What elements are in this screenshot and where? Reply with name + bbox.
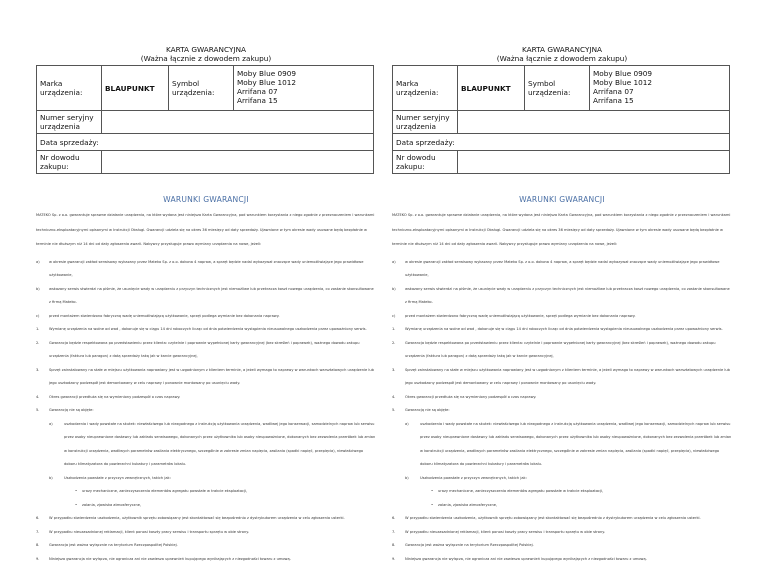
terms-item [392, 391, 732, 405]
terms-text: Niniejsza gwarancja nie wyłącza, nie ogranicza ani nie zawiesza uprawnień kupującego wynikających z niezgodności towaru z umową. [49, 557, 291, 561]
terms-item [392, 337, 732, 364]
condition-marker: c) [36, 310, 39, 324]
condition-marker: a) [392, 256, 396, 270]
terms-item [36, 526, 376, 540]
terms-text: Okres gwarancji przedłuża się na wymieniony podzespół o czas naprawy. [49, 395, 180, 399]
terms-text: Okres gwarancji przedłuża się na wymieniony podzespół o czas naprawy. [405, 395, 536, 399]
serial-label: Numer seryjny urządzenia [393, 111, 458, 134]
bullet-dot-icon: • [431, 485, 433, 499]
terms-text: Gwarancją nie są objęte: [405, 408, 450, 412]
serial-field[interactable] [102, 111, 374, 134]
terms-number: 2. [36, 337, 39, 351]
condition-marker: b) [36, 283, 40, 297]
terms-number: 5. [36, 404, 39, 418]
terms-item [36, 553, 376, 566]
exclusion-text: Uszkodzenia powstałe z przyczyn zewnętrznych, takich jak: [64, 476, 171, 480]
bullet-item [36, 499, 376, 513]
exclusion-item [392, 472, 732, 486]
exclusion-marker: a) [405, 418, 409, 432]
terms-text: Niniejsza gwarancja nie wyłącza, nie ogranicza ani nie zawiesza uprawnień kupującego wynikających z niezgodności towaru z umową. [405, 557, 647, 561]
condition-marker: b) [392, 283, 396, 297]
card-title-line1: KARTA GWARANCYJNA [392, 45, 732, 54]
terms-number: 7. [36, 526, 39, 540]
terms-number: 7. [392, 526, 395, 540]
bullet-item [392, 485, 732, 499]
warranty-form-table [392, 65, 730, 174]
receipt-label: Nr dowodu zakupu: [37, 151, 102, 174]
brand-label: Marka urządzenia: [37, 66, 102, 111]
terms-number: 4. [392, 391, 395, 405]
condition-text: w okresie gwarancji zakład serwisowy wykazany przez Mateko Sp. z o.o. dokona 4 napraw, a sprzęt będzie nadal wykazywał znaczące wady uniemożliwiające jego prawidłowe użytkowanie, [405, 260, 719, 278]
terms-text: Wymianę urządzenia na wolne od wad , dokonuje się w ciągu 14 dni roboczych licząc od dnia potwierdzenia wystąpienia nieusuwalnego uszkodzenia przez upoważniony serwis. [49, 327, 367, 331]
warranty-intro: MATEKO Sp. z o.o. gwarantuje sprawne działanie urządzenia, na które wydana jest niniejsza Karta Gwarancyjna, pod warunkiem korzystania z niego zgodnie z przeznaczeniem i warunkami techniczno-eksploatacyjnymi opisanymi w Instrukcji Obsługi. Gwarancji udziela się na okres 36 miesięcy od daty sprzedaży. Ujawnione w tym okresie wady usuwane będą bezpłatnie w terminie nie dłuższym niż 14 dni od daty zgłoszenia awarii. Nabywcy przysługuje prawo wymiany urządzenia na nowe, jeżeli: [36, 208, 376, 252]
condition-text: wskazany serwis stwierdzi na piśmie, że usunięcie wady w urządzeniu z przyczyn technicznych jest niemożliwe lub przekracza koszt nowego urządzenia, co zostanie skonsultowane z firmą Mateko. [49, 287, 374, 305]
sale-date-label: Data sprzedaży: [393, 134, 730, 151]
bullet-dot-icon: • [75, 499, 77, 513]
bullet-text: zalania, zjawiska atmosferyczne, [82, 503, 141, 507]
condition-text: przed montażem stwierdzono fabryczną wadę uniemożliwiającą użytkowanie, sprzęt podlega wymianie bez dokonania naprawy. [405, 314, 636, 318]
terms-text: Gwarancją nie są objęte: [49, 408, 94, 412]
condition-text: przed montażem stwierdzono fabryczną wadę uniemożliwiającą użytkowanie, sprzęt podlega wymianie bez dokonania naprawy. [49, 314, 280, 318]
terms-item [36, 391, 376, 405]
warranty-card-right [392, 0, 732, 566]
warranty-form-table [36, 65, 374, 174]
terms-item [392, 539, 732, 553]
terms-number: 9. [36, 553, 39, 566]
exclusion-marker: b) [49, 472, 53, 486]
terms-text: Sprzęt zainstalowany na stałe w miejscu użytkowania naprawiany jest w uzgodnionym z klientem terminie, a jeżeli wymaga to naprawy w warunkach warsztatowych urządzenie lub jego uszkodzony podzespół jest demontowany w celu naprawy i ponownie montowany po usunięciu wady. [49, 368, 374, 386]
warranty-intro: MATEKO Sp. z o.o. gwarantuje sprawne działanie urządzenia, na które wydana jest niniejsza Karta Gwarancyjna, pod warunkiem korzystania z niego zgodnie z przeznaczeniem i warunkami techniczno-eksploatacyjnymi opisanymi w Instrukcji Obsługi. Gwarancji udziela się na okres 36 miesięcy od daty sprzedaży. Ujawnione w tym okresie wady usuwane będą bezpłatnie w terminie nie dłuższym niż 14 dni od daty zgłoszenia awarii. Nabywcy przysługuje prawo wymiany urządzenia na nowe, jeżeli: [392, 208, 732, 252]
receipt-field[interactable] [102, 151, 374, 174]
bullet-text: urazy mechaniczne, zanieczyszczenia elementów agregatu powstałe w trakcie eksploatacji, [82, 489, 247, 493]
terms-item [392, 323, 732, 337]
terms-text: W przypadku nieuzasadnionej reklamacji, klient ponosi koszty pracy serwisu i transportu sprzętu w obie strony. [49, 530, 249, 534]
bullet-item [36, 485, 376, 499]
terms-item [36, 323, 376, 337]
terms-item [392, 512, 732, 526]
condition-item [392, 283, 732, 310]
condition-item [36, 256, 376, 283]
model-item: Moby Blue 1012 [593, 79, 726, 88]
condition-item [392, 310, 732, 324]
exclusion-text: uszkodzenia i wady powstałe na skutek: niewłaściwego lub niezgodnego z instrukcją użytkowania urządzenia, wadliwej jego konserwacji, samodzielnych napraw lub serwisu przez osoby nieuprawnione dostawcy lub zakładu serwisowego, dokonanych przez użytkownika lub osoby nieupoważnione, dokonanych bez zezwolenia przeróbek lub zmian w konstrukcji urządzenia, wadliwych parametrów zasilania elektrycznego, szczególnie w zakresie zmian napięcia, zasilania (spadki napięć, przepięcia), niewłaściwego doboru klimatyzatora do powierzchni kubatury i parametrów lokalu. [420, 422, 731, 467]
bullet-text: zalania, zjawiska atmosferyczne, [438, 503, 497, 507]
symbol-label: Symbol urządzenia: [169, 66, 234, 111]
terms-number: 1. [36, 323, 39, 337]
terms-text: Gwarancja będzie respektowana po przedstawieniu przez klienta: czytelnie i poprawnie wypełnionej karty gwarancyjnej (bez skreśleń i poprawek), ważnego dowodu zakupu urządzenia (faktura lub paragon) z datą sprzedaży taką jak w karcie gwarancyjnej, [49, 341, 360, 359]
terms-number: 5. [392, 404, 395, 418]
card-title [392, 45, 732, 63]
model-item: Arrifana 07 [237, 88, 370, 97]
terms-text: Wymianę urządzenia na wolne od wad , dokonuje się w ciągu 14 dni roboczych licząc od dnia potwierdzenia wystąpienia nieusuwalnego uszkodzenia przez upoważniony serwis. [405, 327, 723, 331]
warranty-card-left [36, 0, 376, 566]
terms-number: 1. [392, 323, 395, 337]
exclusion-item [392, 418, 732, 472]
model-list [234, 66, 374, 111]
card-title [36, 45, 376, 63]
terms-item [392, 553, 732, 566]
condition-text: wskazany serwis stwierdzi na piśmie, że usunięcie wady w urządzeniu z przyczyn technicznych jest niemożliwe lub przekracza koszt nowego urządzenia, co zostanie skonsultowane z firmą Mateko. [405, 287, 730, 305]
exclusion-text: uszkodzenia i wady powstałe na skutek: niewłaściwego lub niezgodnego z instrukcją użytkowania urządzenia, wadliwej jego konserwacji, samodzielnych napraw lub serwisu przez osoby nieuprawnione dostawcy lub zakładu serwisowego, dokonanych przez użytkownika lub osoby nieupoważnione, dokonanych bez zezwolenia przeróbek lub zmian w konstrukcji urządzenia, wadliwych parametrów zasilania elektrycznego, szczególnie w zakresie zmian napięcia, zasilania (spadki napięć, przepięcia), niewłaściwego doboru klimatyzatora do powierzchni kubatury i parametrów lokalu. [64, 422, 375, 467]
terms-number: 4. [36, 391, 39, 405]
terms-number: 8. [392, 539, 395, 553]
card-title-line2: (Ważna łącznie z dowodem zakupu) [36, 54, 376, 63]
terms-text: W przypadku stwierdzenia uszkodzenia, użytkownik sprzętu zobowiązany jest skontaktować się bezpośrednio z dystrybutorem urządzenia w celu zgłoszenia usterki. [49, 516, 345, 520]
brand-value: BLAUPUNKT [102, 66, 169, 111]
terms-item [36, 364, 376, 391]
terms-item [36, 512, 376, 526]
terms-item [36, 539, 376, 553]
model-list [590, 66, 730, 111]
sale-date-label: Data sprzedaży: [37, 134, 374, 151]
condition-text: w okresie gwarancji zakład serwisowy wykazany przez Mateko Sp. z o.o. dokona 4 napraw, a sprzęt będzie nadal wykazywał znaczące wady uniemożliwiające jego prawidłowe użytkowanie, [49, 260, 363, 278]
terms-item [392, 526, 732, 540]
terms-number: 6. [392, 512, 395, 526]
bullet-text: urazy mechaniczne, zanieczyszczenia elementów agregatu powstałe w trakcie eksploatacji, [438, 489, 603, 493]
terms-number: 9. [392, 553, 395, 566]
bullet-item [392, 499, 732, 513]
model-item: Moby Blue 0909 [593, 70, 726, 79]
terms-text: Gwarancja jest ważna wyłącznie na terytorium Rzeczpospolitej Polskiej. [405, 543, 534, 547]
condition-marker: c) [392, 310, 395, 324]
card-title-line1: KARTA GWARANCYJNA [36, 45, 376, 54]
card-title-line2: (Ważna łącznie z dowodem zakupu) [392, 54, 732, 63]
condition-item [392, 256, 732, 283]
exclusion-text: Uszkodzenia powstałe z przyczyn zewnętrznych, takich jak: [420, 476, 527, 480]
receipt-label: Nr dowodu zakupu: [393, 151, 458, 174]
exclusion-marker: b) [405, 472, 409, 486]
receipt-field[interactable] [458, 151, 730, 174]
model-item: Arrifana 15 [593, 97, 726, 106]
exclusion-item [36, 472, 376, 486]
model-item: Arrifana 15 [237, 97, 370, 106]
warranty-terms-title: WARUNKI GWARANCJI [392, 195, 732, 204]
terms-item [36, 337, 376, 364]
terms-text: W przypadku stwierdzenia uszkodzenia, użytkownik sprzętu zobowiązany jest skontaktować się bezpośrednio z dystrybutorem urządzenia w celu zgłoszenia usterki. [405, 516, 701, 520]
exclusion-marker: a) [49, 418, 53, 432]
condition-item [36, 310, 376, 324]
brand-value: BLAUPUNKT [458, 66, 525, 111]
bullet-dot-icon: • [431, 499, 433, 513]
brand-label: Marka urządzenia: [393, 66, 458, 111]
terms-text: Sprzęt zainstalowany na stałe w miejscu użytkowania naprawiany jest w uzgodnionym z klientem terminie, a jeżeli wymaga to naprawy w warunkach warsztatowych urządzenie lub jego uszkodzony podzespół jest demontowany w celu naprawy i ponownie montowany po usunięciu wady. [405, 368, 730, 386]
symbol-label: Symbol urządzenia: [525, 66, 590, 111]
condition-item [36, 283, 376, 310]
terms-item [392, 364, 732, 391]
terms-number: 3. [392, 364, 395, 378]
model-item: Moby Blue 1012 [237, 79, 370, 88]
terms-number: 6. [36, 512, 39, 526]
serial-label: Numer seryjny urządzenia [37, 111, 102, 134]
terms-item [392, 404, 732, 418]
serial-field[interactable] [458, 111, 730, 134]
terms-number: 2. [392, 337, 395, 351]
bullet-dot-icon: • [75, 485, 77, 499]
condition-marker: a) [36, 256, 40, 270]
warranty-terms-title: WARUNKI GWARANCJI [36, 195, 376, 204]
terms-item [36, 404, 376, 418]
model-item: Arrifana 07 [593, 88, 726, 97]
exclusion-item [36, 418, 376, 472]
terms-number: 8. [36, 539, 39, 553]
terms-text: Gwarancja jest ważna wyłącznie na terytorium Rzeczpospolitej Polskiej. [49, 543, 178, 547]
terms-text: W przypadku nieuzasadnionej reklamacji, klient ponosi koszty pracy serwisu i transportu sprzętu w obie strony. [405, 530, 605, 534]
terms-number: 3. [36, 364, 39, 378]
model-item: Moby Blue 0909 [237, 70, 370, 79]
terms-text: Gwarancja będzie respektowana po przedstawieniu przez klienta: czytelnie i poprawnie wypełnionej karty gwarancyjnej (bez skreśleń i poprawek), ważnego dowodu zakupu urządzenia (faktura lub paragon) z datą sprzedaży taką jak w karcie gwarancyjnej, [405, 341, 716, 359]
